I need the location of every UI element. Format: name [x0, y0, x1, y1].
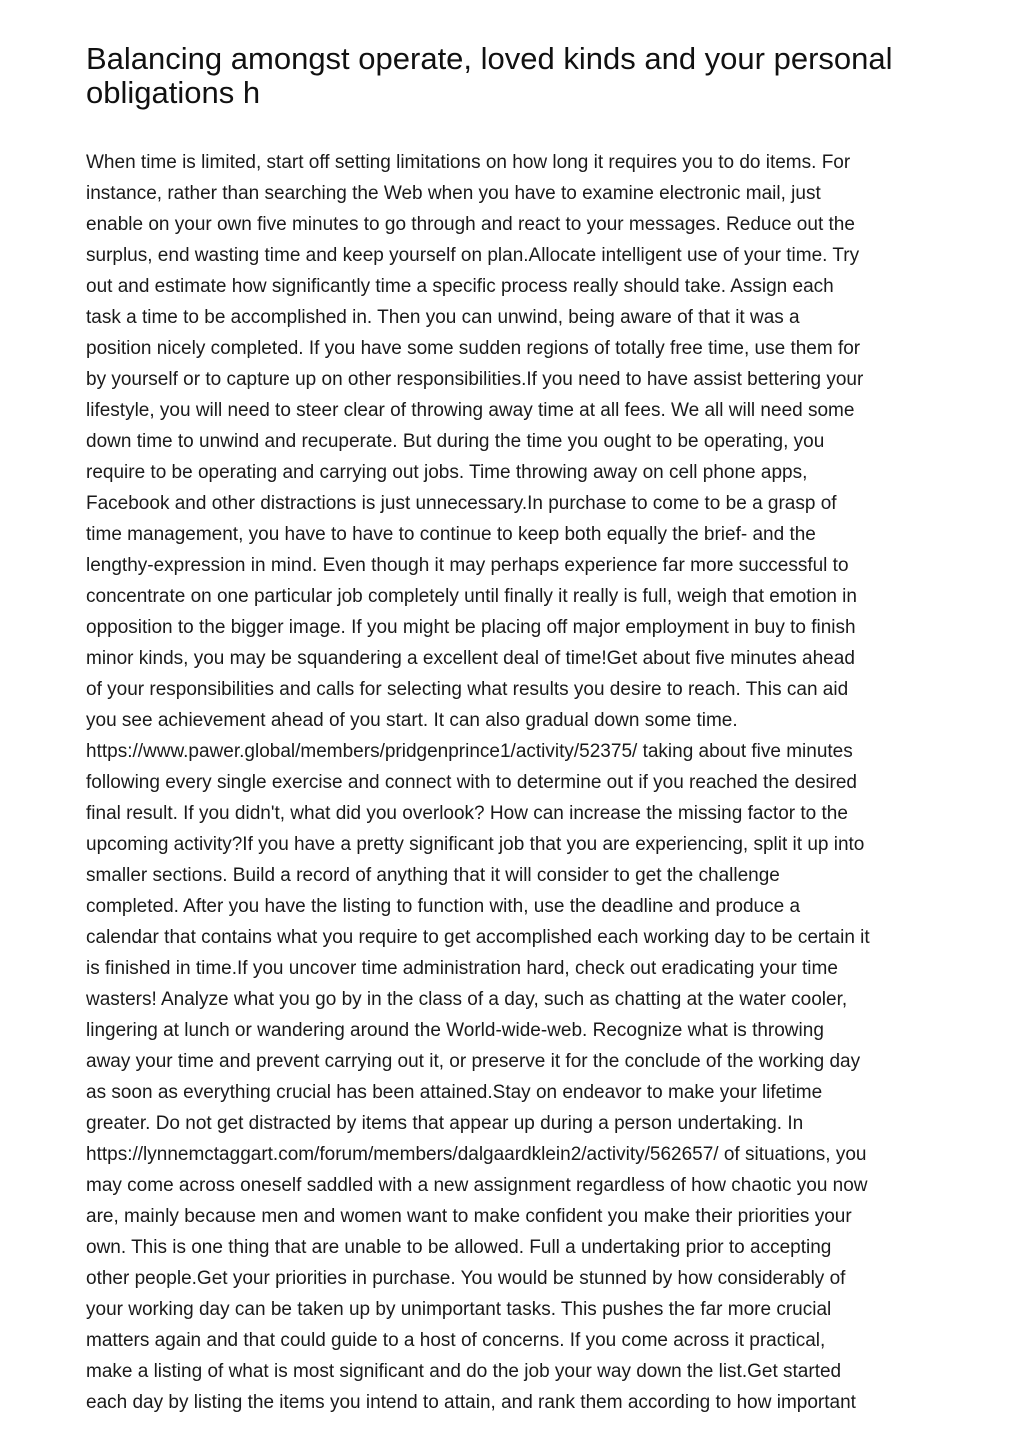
document-title: [86, 42, 944, 110]
body-line: concentrate on one particular job completely until finally it really is full, weigh that emotion in: [86, 586, 857, 607]
body-line: down time to unwind and recuperate. But during the time you ought to be operating, you: [86, 431, 825, 452]
body-line: upcoming activity?If you have a pretty significant job that you are experiencing, split it up into: [86, 834, 865, 855]
body-line: other people.Get your priorities in purchase. You would be stunned by how considerably of: [86, 1268, 846, 1289]
body-line: following every single exercise and connect with to determine out if you reached the desired: [86, 772, 857, 793]
body-line: lifestyle, you will need to steer clear of throwing away time at all fees. We all will need some: [86, 400, 855, 421]
body-line: position nicely completed. If you have some sudden regions of totally free time, use them for: [86, 338, 861, 359]
body-line: as soon as everything crucial has been attained.Stay on endeavor to make your lifetime: [86, 1082, 823, 1103]
body-line: opposition to the bigger image. If you might be placing off major employment in buy to finish: [86, 617, 856, 638]
body-line: Facebook and other distractions is just unnecessary.In purchase to come to be a grasp of: [86, 493, 837, 514]
body-line: away your time and prevent carrying out it, or preserve it for the conclude of the working day: [86, 1051, 861, 1072]
body-line: final result. If you didn't, what did you overlook? How can increase the missing factor to the: [86, 803, 848, 824]
body-line: matters again and that could guide to a host of concerns. If you come across it practical,: [86, 1330, 826, 1351]
document-page: [86, 41, 944, 1413]
body-line: require to be operating and carrying out jobs. Time throwing away on cell phone apps,: [86, 462, 808, 483]
body-line: are, mainly because men and women want to make confident you make their priorities your: [86, 1206, 852, 1227]
body-line: of your responsibilities and calls for selecting what results you desire to reach. This can aid: [86, 679, 849, 700]
body-line: out and estimate how significantly time a specific process really should take. Assign each: [86, 276, 834, 297]
body-line: is finished in time.If you uncover time administration hard, check out eradicating your time: [86, 958, 838, 979]
body-line: enable on your own five minutes to go through and react to your messages. Reduce out the: [86, 214, 855, 235]
body-line: https://www.pawer.global/members/pridgenprince1/activity/52375/ taking about five minutes: [86, 741, 853, 762]
body-line: by yourself or to capture up on other responsibilities.If you need to have assist bettering your: [86, 369, 864, 390]
body-line: make a listing of what is most significant and do the job your way down the list.Get started: [86, 1361, 842, 1382]
body-line: wasters! Analyze what you go by in the class of a day, such as chatting at the water cooler,: [86, 989, 848, 1010]
body-line: lingering at lunch or wandering around the World-wide-web. Recognize what is throwing: [86, 1020, 824, 1041]
title-line: Balancing amongst operate, loved kinds and your personal: [86, 41, 893, 76]
body-line: each day by listing the items you intend to attain, and rank them according to how important: [86, 1392, 856, 1413]
body-line: smaller sections. Build a record of anything that it will consider to get the challenge: [86, 865, 780, 886]
title-line: obligations h: [86, 75, 261, 110]
body-line: When time is limited, start off setting limitations on how long it requires you to do items. For: [86, 152, 851, 173]
body-line: you see achievement ahead of you start. It can also gradual down some time.: [86, 710, 738, 731]
body-line: minor kinds, you may be squandering a excellent deal of time!Get about five minutes ahead: [86, 648, 855, 669]
body-line: task a time to be accomplished in. Then you can unwind, being aware of that it was a: [86, 307, 800, 328]
body-line: greater. Do not get distracted by items that appear up during a person undertaking. In: [86, 1113, 804, 1134]
document-body: [86, 147, 944, 1418]
body-line: lengthy-expression in mind. Even though it may perhaps experience far more successful to: [86, 555, 849, 576]
body-line: https://lynnemctaggart.com/forum/members/dalgaardklein2/activity/562657/ of situations, you: [86, 1144, 867, 1165]
body-line: own. This is one thing that are unable to be allowed. Full a undertaking prior to accepting: [86, 1237, 832, 1258]
body-line: instance, rather than searching the Web when you have to examine electronic mail, just: [86, 183, 821, 204]
body-line: your working day can be taken up by unimportant tasks. This pushes the far more crucial: [86, 1299, 832, 1320]
body-line: calendar that contains what you require to get accomplished each working day to be certain it: [86, 927, 870, 948]
body-line: surplus, end wasting time and keep yourself on plan.Allocate intelligent use of your time. Try: [86, 245, 860, 266]
body-line: time management, you have to have to continue to keep both equally the brief- and the: [86, 524, 816, 545]
body-line: completed. After you have the listing to function with, use the deadline and produce a: [86, 896, 801, 917]
body-line: may come across oneself saddled with a new assignment regardless of how chaotic you now: [86, 1175, 868, 1196]
